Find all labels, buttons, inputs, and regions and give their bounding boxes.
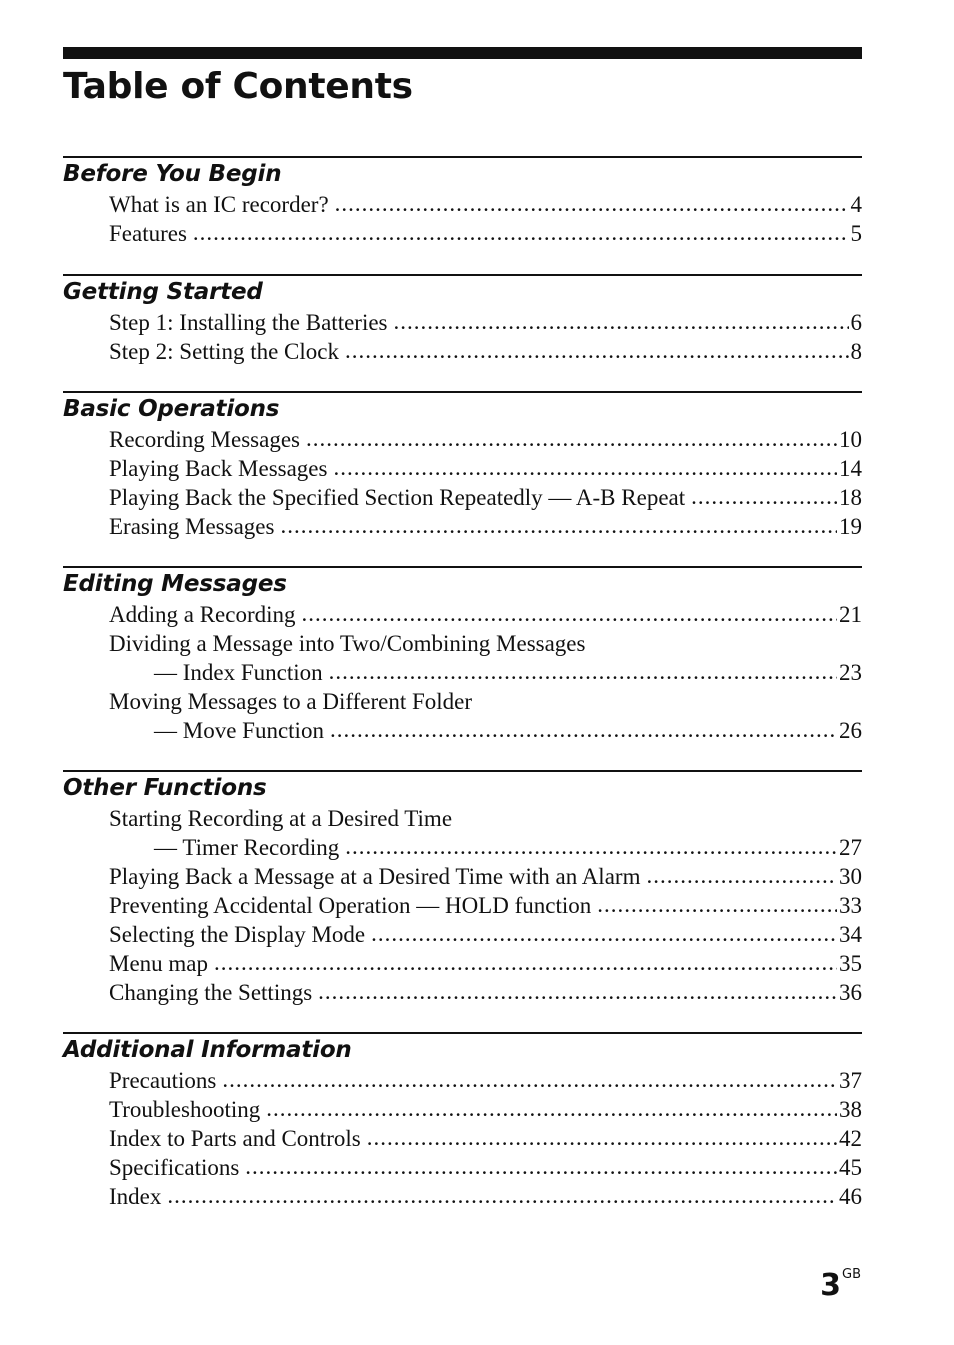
toc-section [63, 156, 862, 248]
section-heading: Getting Started [63, 279, 263, 305]
dot-leader [306, 424, 837, 453]
dot-leader [193, 218, 849, 247]
dot-leader [367, 1123, 837, 1152]
entry-page-number: 38 [839, 1097, 862, 1122]
entry-title: Dividing a Message into Two/Combining Messages [109, 631, 586, 656]
entry-title: Selecting the Display Mode [109, 922, 366, 947]
toc-entry[interactable] [63, 862, 862, 891]
entry-title: Troubleshooting [109, 1097, 261, 1122]
entry-title: Step 2: Setting the Clock [109, 339, 339, 364]
entry-title: — Timer Recording [154, 835, 340, 860]
toc-section [63, 1032, 862, 1211]
toc-entry[interactable] [63, 833, 862, 862]
section-heading: Additional Information [63, 1037, 352, 1063]
toc-entry[interactable] [63, 425, 862, 454]
entry-title: Erasing Messages [109, 514, 275, 539]
entry-page-number: 36 [839, 980, 862, 1005]
dot-leader [318, 977, 837, 1006]
entry-title: Index to Parts and Controls [109, 1126, 361, 1151]
dot-leader [646, 861, 837, 890]
entry-page-number: 27 [839, 835, 862, 860]
section-heading: Basic Operations [63, 396, 280, 422]
entry-page-number: 45 [839, 1155, 862, 1180]
entry-title: Starting Recording at a Desired Time [109, 806, 453, 831]
entry-title: Playing Back the Specified Section Repeatedly — A-B Repeat [109, 485, 686, 510]
toc-entry[interactable] [63, 600, 862, 629]
section-heading: Before You Begin [63, 161, 282, 187]
entry-title: Specifications [109, 1155, 240, 1180]
toc-entry[interactable] [63, 629, 862, 658]
entry-title: Menu map [109, 951, 209, 976]
toc-entry[interactable] [63, 1182, 862, 1211]
toc-entry[interactable] [63, 716, 862, 745]
entry-page-number: 4 [850, 192, 862, 217]
toc-entry[interactable] [63, 337, 862, 366]
toc-entry[interactable] [63, 978, 862, 1007]
entry-page-number: 5 [850, 221, 862, 246]
toc-entry[interactable] [63, 1066, 862, 1095]
page-footer [820, 1266, 861, 1306]
entry-title: What is an IC recorder? [109, 192, 329, 217]
entry-title: Precautions [109, 1068, 217, 1093]
toc-section [63, 274, 862, 366]
entry-title: Index [109, 1184, 162, 1209]
entry-title: Recording Messages [109, 427, 300, 452]
section-heading: Other Functions [63, 775, 267, 801]
dot-leader [245, 1152, 837, 1181]
dot-leader [345, 832, 837, 861]
entry-page-number: 35 [839, 951, 862, 976]
dot-leader [394, 307, 849, 336]
page-number: 3 [820, 1268, 841, 1303]
toc-entry[interactable] [63, 1153, 862, 1182]
toc-entry[interactable] [63, 190, 862, 219]
dot-leader [335, 189, 849, 218]
dot-leader [333, 453, 837, 482]
entry-title: Preventing Accidental Operation — HOLD function [109, 893, 592, 918]
toc-entry[interactable] [63, 219, 862, 248]
entry-title: — Move Function [154, 718, 324, 743]
page-number-suffix: GB [842, 1267, 861, 1282]
entry-title: — Index Function [154, 660, 323, 685]
toc-page [63, 47, 862, 1209]
entry-title: Adding a Recording [109, 602, 296, 627]
toc-entry[interactable] [63, 512, 862, 541]
section-heading: Editing Messages [63, 571, 287, 597]
entry-page-number: 37 [839, 1068, 862, 1093]
dot-leader [214, 948, 837, 977]
toc-entry[interactable] [63, 483, 862, 512]
entry-title: Step 1: Installing the Batteries [109, 310, 388, 335]
entry-title: Playing Back Messages [109, 456, 328, 481]
entry-page-number: 34 [839, 922, 862, 947]
entry-page-number: 19 [839, 514, 862, 539]
entry-title: Features [109, 221, 187, 246]
entry-page-number: 26 [839, 718, 862, 743]
dot-leader [691, 482, 837, 511]
toc-entry[interactable] [63, 804, 862, 833]
entry-page-number: 23 [839, 660, 862, 685]
dot-leader [167, 1181, 837, 1210]
dot-leader [330, 715, 837, 744]
toc-entry[interactable] [63, 949, 862, 978]
toc-entry[interactable] [63, 1124, 862, 1153]
entry-page-number: 21 [839, 602, 862, 627]
entry-page-number: 14 [839, 456, 862, 481]
toc-section [63, 391, 862, 541]
entry-page-number: 33 [839, 893, 862, 918]
toc-section [63, 566, 862, 745]
entry-title: Playing Back a Message at a Desired Time with an Alarm [109, 864, 641, 889]
dot-leader [597, 890, 837, 919]
dot-leader [345, 336, 849, 365]
dot-leader [222, 1065, 837, 1094]
toc-entry[interactable] [63, 454, 862, 483]
entry-page-number: 46 [839, 1184, 862, 1209]
entry-page-number: 8 [850, 339, 862, 364]
toc-entry[interactable] [63, 687, 862, 716]
entry-page-number: 18 [839, 485, 862, 510]
toc-section [63, 770, 862, 1007]
entry-title: Moving Messages to a Different Folder [109, 689, 473, 714]
toc-entry[interactable] [63, 1095, 862, 1124]
page-title: Table of Contents [63, 66, 413, 107]
toc-entry[interactable] [63, 920, 862, 949]
dot-leader [371, 919, 837, 948]
entry-title: Changing the Settings [109, 980, 313, 1005]
toc-entry[interactable] [63, 308, 862, 337]
top-rule [63, 47, 862, 59]
dot-leader [302, 599, 837, 628]
toc-entry[interactable] [63, 891, 862, 920]
entry-page-number: 6 [850, 310, 862, 335]
dot-leader [280, 511, 837, 540]
entry-page-number: 10 [839, 427, 862, 452]
toc-entry[interactable] [63, 658, 862, 687]
dot-leader [329, 657, 837, 686]
dot-leader [266, 1094, 837, 1123]
entry-page-number: 42 [839, 1126, 862, 1151]
entry-page-number: 30 [839, 864, 862, 889]
